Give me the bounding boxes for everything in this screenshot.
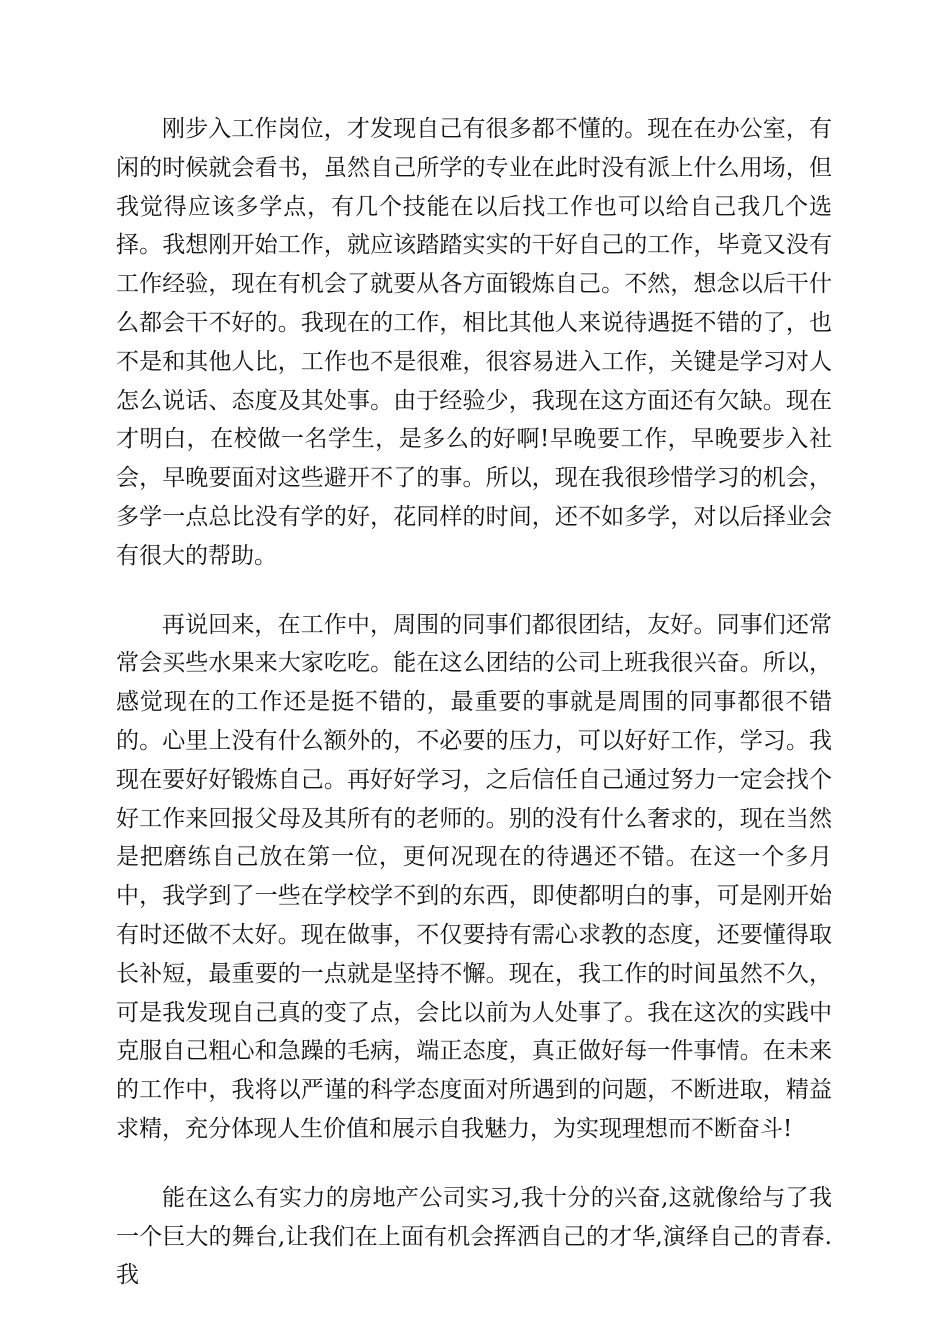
paragraph-1: 刚步入工作岗位，才发现自己有很多都不懂的。现在在办公室，有闲的时候就会看书，虽然自己所学的专业在此时没有派上什么用场，但我觉得应该多学点，有几个技能在以后找工作也可以给自己我几个选择。我想刚开始工作，就应该踏踏实实的干好自己的工作，毕竟又没有工作经验，现在有机会了就要从各方面锻炼自己。不然，想念以后干什么都会干不好的。我现在的工作，相比其他人来说待遇挺不错的了，也不是和其他人比，工作也不是很难，很容易进入工作，关键是学习对人怎么说话、态度及其处事。由于经验少，我现在这方面还有欠缺。现在才明白，在校做一名学生，是多么的好啊!早晚要工作，早晚要步入社会，早晚要面对这些避开不了的事。所以，现在我很珍惜学习的机会，多学一点总比没有学的好，花同样的时间，还不如多学，对以后择业会有很大的帮助。 xyxy=(116,116,832,569)
paragraph-2: 再说回来，在工作中，周围的同事们都很团结，友好。同事们还常常会买些水果来大家吃吃。能在这么团结的公司上班我很兴奋。所以，感觉现在的工作还是挺不错的，最重要的事就是周围的同事都很不错的。心里上没有什么额外的，不必要的压力，可以好好工作，学习。我现在要好好锻炼自己。再好好学习，之后信任自己通过努力一定会找个好工作来回报父母及其所有的老师的。别的没有什么奢求的，现在当然是把磨练自己放在第一位，更何况现在的待遇还不错。在这一个多月中，我学到了一些在学校学不到的东西，即使都明白的事，可是刚开始有时还做不太好。现在做事，不仅要持有需心求教的态度，还要懂得取长补短，最重要的一点就是坚持不懈。现在，我工作的时间虽然不久，可是我发现自己真的变了点，会比以前为人处事了。我在这次的实践中克服自己粗心和急躁的毛病，端正态度，真正做好每一件事情。在未来的工作中，我将以严谨的科学态度面对所遇到的问题，不断进取，精益求精，充分体现人生价值和展示自我魅力，为实现理想而不断奋斗! xyxy=(116,611,832,1142)
paragraph-3: 能在这么有实力的房地产公司实习,我十分的兴奋,这就像给与了我一个巨大的舞台,让我们在上面有机会挥洒自己的才华,演绎自己的青春.我 xyxy=(116,1184,832,1289)
document-page xyxy=(116,110,832,1325)
